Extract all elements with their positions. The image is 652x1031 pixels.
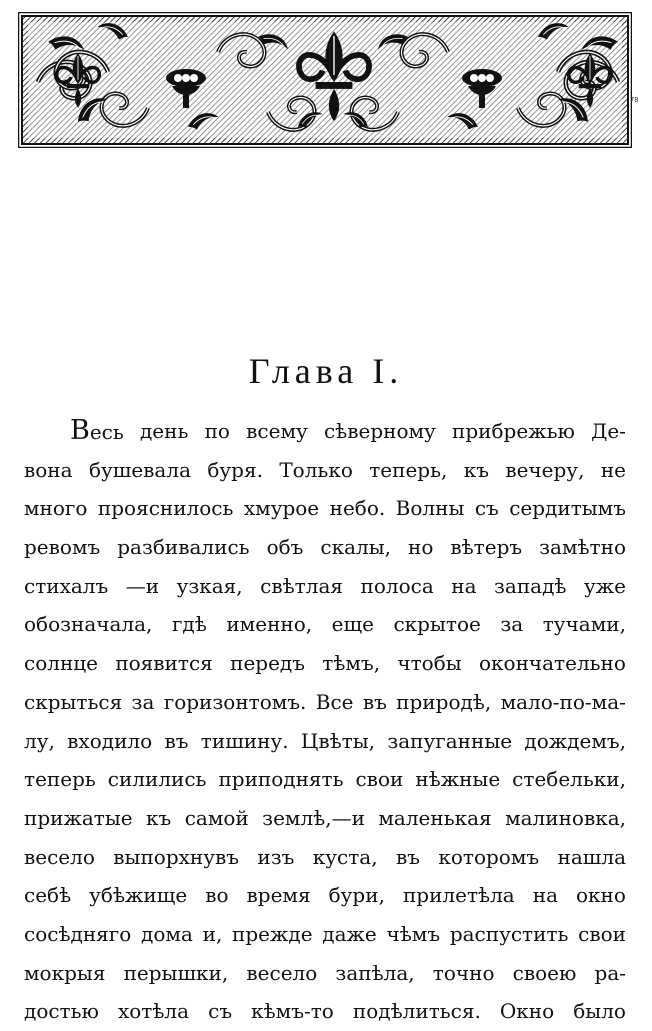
word: западѣ (494, 573, 567, 598)
word: лу, (24, 728, 55, 753)
word: Цвѣты, (300, 728, 376, 753)
word: перышки, (123, 960, 229, 985)
paragraph-line (24, 528, 626, 567)
word: дождемъ, (524, 728, 626, 753)
word: всему (246, 419, 308, 443)
word: бури, (328, 883, 385, 908)
word: выпорхнувъ (113, 844, 239, 869)
word: хотѣла (117, 999, 190, 1024)
word: куста, (312, 844, 378, 869)
paragraph-line (24, 915, 626, 954)
paragraph-line (24, 954, 626, 993)
word: прибрежью (452, 419, 575, 443)
word: тучами, (542, 612, 626, 637)
word: прояснилось (97, 496, 234, 521)
word: къ (146, 805, 172, 830)
word: окончательно (479, 651, 626, 676)
word: съ (208, 999, 233, 1024)
word: гдѣ (171, 612, 207, 637)
word: Де- (591, 419, 626, 443)
word: приподнять (218, 767, 344, 792)
paragraph-line (24, 683, 626, 722)
word: на (451, 573, 477, 598)
word: своею (512, 960, 577, 985)
word: себѣ (24, 883, 72, 908)
word: бушевала (88, 457, 191, 482)
word: кѣмъ-то (251, 999, 334, 1024)
word: тишину. (200, 728, 289, 753)
word: нѣжные (415, 767, 501, 792)
chapter-text (24, 412, 626, 1031)
word: хмурое (243, 496, 320, 521)
paragraph-line (24, 567, 626, 606)
paragraph-line (24, 412, 626, 451)
word: природѣ, (396, 689, 492, 714)
word: въ (362, 689, 387, 714)
paragraph-line (24, 838, 626, 877)
word: скрытое (393, 612, 481, 637)
word: прижатые (24, 805, 133, 830)
word: вечеру, (505, 457, 585, 482)
initial-letter: В (70, 415, 90, 446)
word: подѣлиться. (352, 999, 481, 1024)
word: скрыться (24, 689, 123, 714)
word: силились (107, 767, 207, 792)
word: много (24, 496, 88, 521)
word: весело (24, 844, 95, 869)
word: прилетѣла (402, 883, 515, 908)
word: буря. (207, 457, 263, 482)
word: весело (246, 960, 318, 985)
word: вѣтеръ (450, 535, 523, 560)
word: Только (279, 457, 353, 482)
word: входило (67, 728, 153, 753)
word: распустить (449, 921, 569, 946)
word: въ (395, 844, 420, 869)
word: которомъ (438, 844, 540, 869)
word: полоса (360, 573, 434, 598)
word: появится (115, 651, 213, 676)
chapter-title: Глава I. (248, 351, 404, 391)
word: мокрыя (24, 960, 106, 985)
word: убѣжище (89, 883, 188, 908)
word: небо. (329, 496, 386, 521)
word: Волны (395, 496, 465, 521)
word: стебельки, (512, 767, 626, 792)
word: во (205, 883, 229, 908)
word: нашла (557, 844, 626, 869)
word: еще (331, 612, 374, 637)
word: теперь (24, 767, 96, 792)
word: —и (125, 573, 160, 598)
word: точно (432, 960, 495, 985)
word: къ (463, 457, 489, 482)
paragraph-line (24, 644, 626, 683)
word: обозначала, (24, 612, 153, 637)
word: самой (184, 805, 249, 830)
word: не (600, 457, 626, 482)
word: на (532, 883, 558, 908)
word: ра- (594, 960, 626, 985)
word: чтобы (397, 651, 462, 676)
word: день (139, 419, 189, 443)
word: дома (141, 921, 193, 946)
word: и, (202, 921, 223, 946)
word: скалы, (320, 535, 391, 560)
word: даже (322, 921, 377, 946)
word: стихалъ (24, 573, 109, 598)
word: мало-по-ма- (500, 689, 626, 714)
margin-mark: 78 (630, 96, 639, 104)
word: но (407, 535, 434, 560)
floral-headpiece-icon (18, 12, 632, 148)
word: за (131, 689, 155, 714)
word: сосѣдняго (24, 921, 132, 946)
word: ревомъ (24, 535, 101, 560)
word: сѣверному (323, 419, 436, 443)
paragraph-line (24, 489, 626, 528)
word: Весь (70, 415, 124, 446)
word: свѣтлая (260, 573, 343, 598)
word: малиновка, (505, 805, 626, 830)
word: было (573, 999, 626, 1024)
word: вона (24, 457, 73, 482)
paragraph-line (24, 605, 626, 644)
word: по (204, 419, 230, 443)
paragraph-line (24, 992, 626, 1031)
paragraph-line (24, 876, 626, 915)
word: окно (576, 883, 626, 908)
word: чѣмъ (386, 921, 441, 946)
word: изъ (257, 844, 295, 869)
word: свои (578, 921, 626, 946)
word: за (500, 612, 524, 637)
paragraph-line (24, 799, 626, 838)
word: именно, (226, 612, 313, 637)
word: передъ (230, 651, 305, 676)
word: достью (24, 999, 99, 1024)
word: маленькая (378, 805, 492, 830)
paragraph-line (24, 451, 626, 490)
word: прежде (232, 921, 313, 946)
paragraph-line (24, 760, 626, 799)
word: солнце (24, 651, 98, 676)
word: узкая, (176, 573, 243, 598)
word: горизонтомъ. (163, 689, 307, 714)
word: въ (164, 728, 189, 753)
word: разбивались (117, 535, 250, 560)
word: Окно (499, 999, 555, 1024)
word: землѣ,—и (262, 805, 365, 830)
word: съ (474, 496, 499, 521)
word: запуганные (387, 728, 513, 753)
word: запѣла, (335, 960, 415, 985)
word: Все (315, 689, 354, 714)
word: замѣтно (539, 535, 626, 560)
word: уже (583, 573, 626, 598)
word: сердитымъ (509, 496, 626, 521)
paragraph-line (24, 722, 626, 761)
word: объ (266, 535, 304, 560)
word: тѣмъ, (322, 651, 381, 676)
word: теперь, (369, 457, 448, 482)
word: время (246, 883, 311, 908)
word: свои (355, 767, 404, 792)
